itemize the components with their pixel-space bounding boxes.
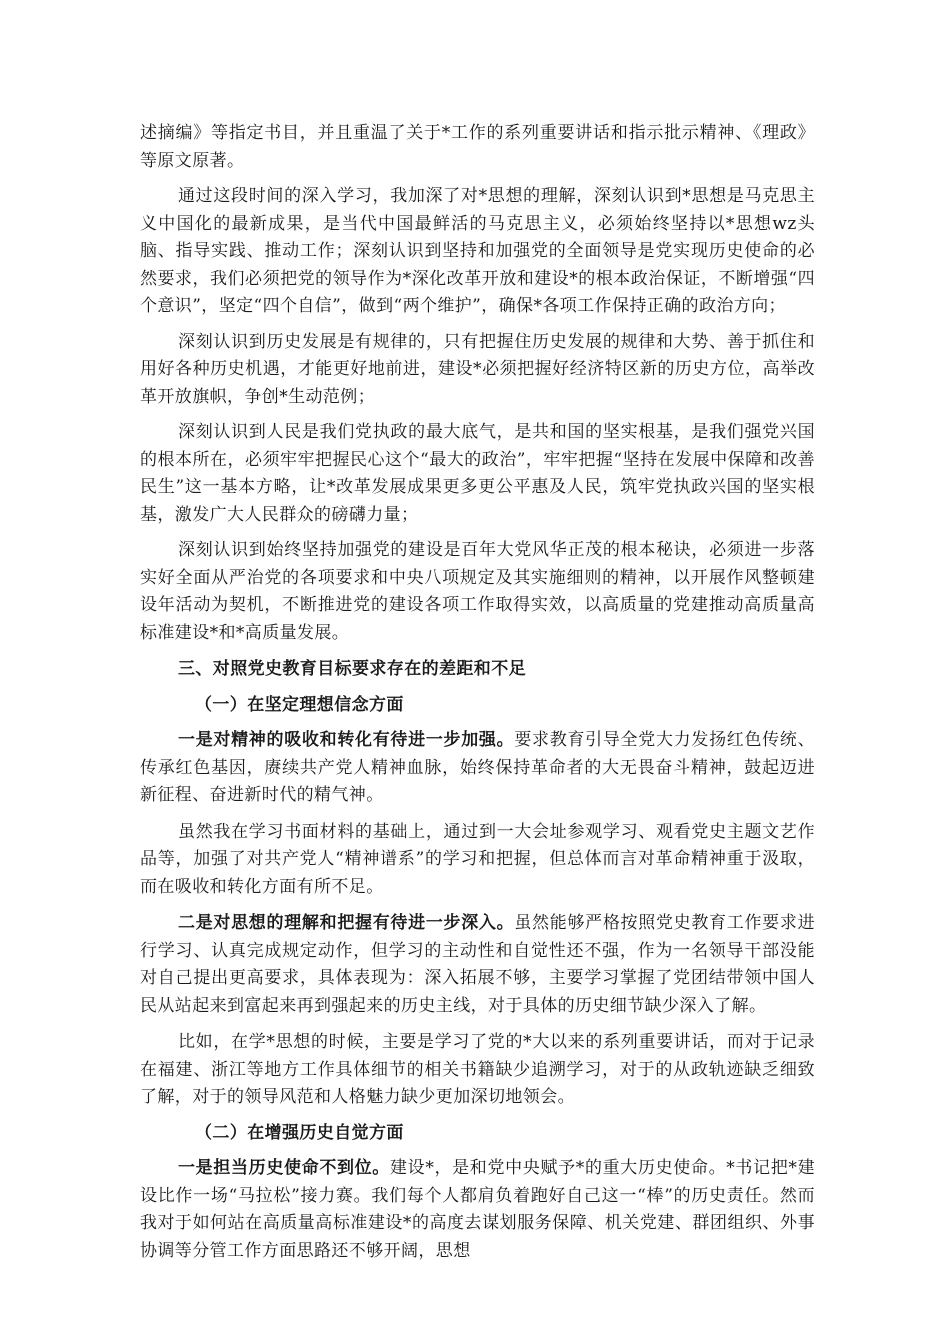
point-body-spirit: 要求教育引导全党大力发扬红色传统、传承红色基因，赓续共产党人精神血脉，始终保持革命者的大无畏奋斗精神，鼓起迈进新征程、奋进新时代的精气神。: [140, 730, 815, 805]
point-body-mission: 建设*，是和党中央赋予*的重大历史使命。*书记把*建设比作一场“马拉松”接力赛。我们每个人都肩负着跑好自己这一“棒”的历史责任。然而我对于如何站在高质量高标准建设*的高度去谋划服务保障、机关党建、群团组织、外事协调等分管工作方面思路还不够开阔，思想: [140, 1158, 815, 1261]
paragraph-continuation: 述摘编》等指定书目，并且重温了关于*工作的系列重要讲话和指示批示精神、《理政》等原文原著。: [140, 123, 815, 171]
paragraph-history-laws: 深刻认识到历史发展是有规律的，只有把握住历史发展的规律和大势、善于抓住和用好各种历史机遇，才能更好地前进，建设*必须把握好经济特区新的历史方位，高举改革开放旗帜，争创*生动范例；: [140, 331, 815, 407]
point-lead-thought: 二是对思想的理解和把握有待进一步深入。: [178, 913, 515, 933]
point-lead-spirit: 一是对精神的吸收和转化有待进一步加强。: [178, 730, 515, 750]
point-lead-mission: 一是担当历史使命不到位。: [178, 1158, 390, 1178]
paragraph-party-building: 深刻认识到始终坚持加强党的建设是百年大党风华正茂的根本秘诀，必须进一步落实好全面从严治党的各项要求和中央八项规定及其实施细则的精神，以开展作风整顿建设年活动为契机，不断推进党的建设各项工作取得实效，以高质量的党建推动高质量高标准建设*和*高质量发展。: [140, 540, 815, 643]
paragraph-example: 比如，在学*思想的时候，主要是学习了党的*大以来的系列重要讲话，而对于记录在福建、浙江等地方工作具体细节的相关书籍缺少追溯学习，对于的从政轨迹缺乏细致了解，对于的领导风范和人格魅力缺少更加深切地领会。: [140, 1032, 815, 1107]
paragraph-thought-understanding: [140, 910, 815, 1020]
paragraph-historical-mission: [140, 1155, 815, 1265]
point-body-thought: 虽然能够严格按照党史教育工作要求进行学习、认真完成规定动作，但学习的主动性和自觉性还不强，作为一名领导干部没能对自己提出更高要求，具体表现为：深入拓展不够，主要学习掌握了党团结带领中国人民从站起来到富起来再到强起来的历史主线，对于具体的历史细节缺少深入了解。: [140, 913, 815, 1016]
section-heading-gaps: 三、对照党史教育目标要求存在的差距和不足: [178, 659, 526, 679]
paragraph-people-foundation: 深刻认识到人民是我们党执政的最大底气，是共和国的坚实根基，是我们强党兴国的根本所在，必须牢牢把握民心这个“最大的政治”，牢牢把握“坚持在发展中保障和改善民生”这一基本方略，让*改革发展成果更多更公平惠及人民，筑牢党执政兴国的坚实根基，激发广大人民群众的磅礴力量；: [140, 422, 815, 525]
subsection-heading-history: （二）在增强历史自觉方面: [195, 1122, 404, 1143]
paragraph-study-materials: 虽然我在学习书面材料的基础上，通过到一大会址参观学习、观看党史主题文艺作品等，加强了对共产党人“精神谱系”的学习和把握，但总体而言对革命精神重于汲取，而在吸收和转化方面有所不足。: [140, 821, 815, 897]
paragraph-study-understanding: 通过这段时间的深入学习，我加深了对*思想的理解，深刻认识到*思想是马克思主义中国化的最新成果，是当代中国最鲜活的马克思主义，必须始终坚持以*思想wz头脑、指导实践、推动工作；深刻认识到坚持和加强党的全面领导是党实现历史使命的必然要求，我们必须把党的领导作为*深化改革开放和建设*的根本政治保证，不断增强“四个意识”，坚定“四个自信”，做到“两个维护”，确保*各项工作保持正确的政治方向；: [140, 186, 815, 316]
subsection-heading-ideals: （一）在坚定理想信念方面: [195, 694, 404, 715]
paragraph-spirit-absorption: [140, 727, 815, 810]
document-body: [140, 120, 815, 1265]
